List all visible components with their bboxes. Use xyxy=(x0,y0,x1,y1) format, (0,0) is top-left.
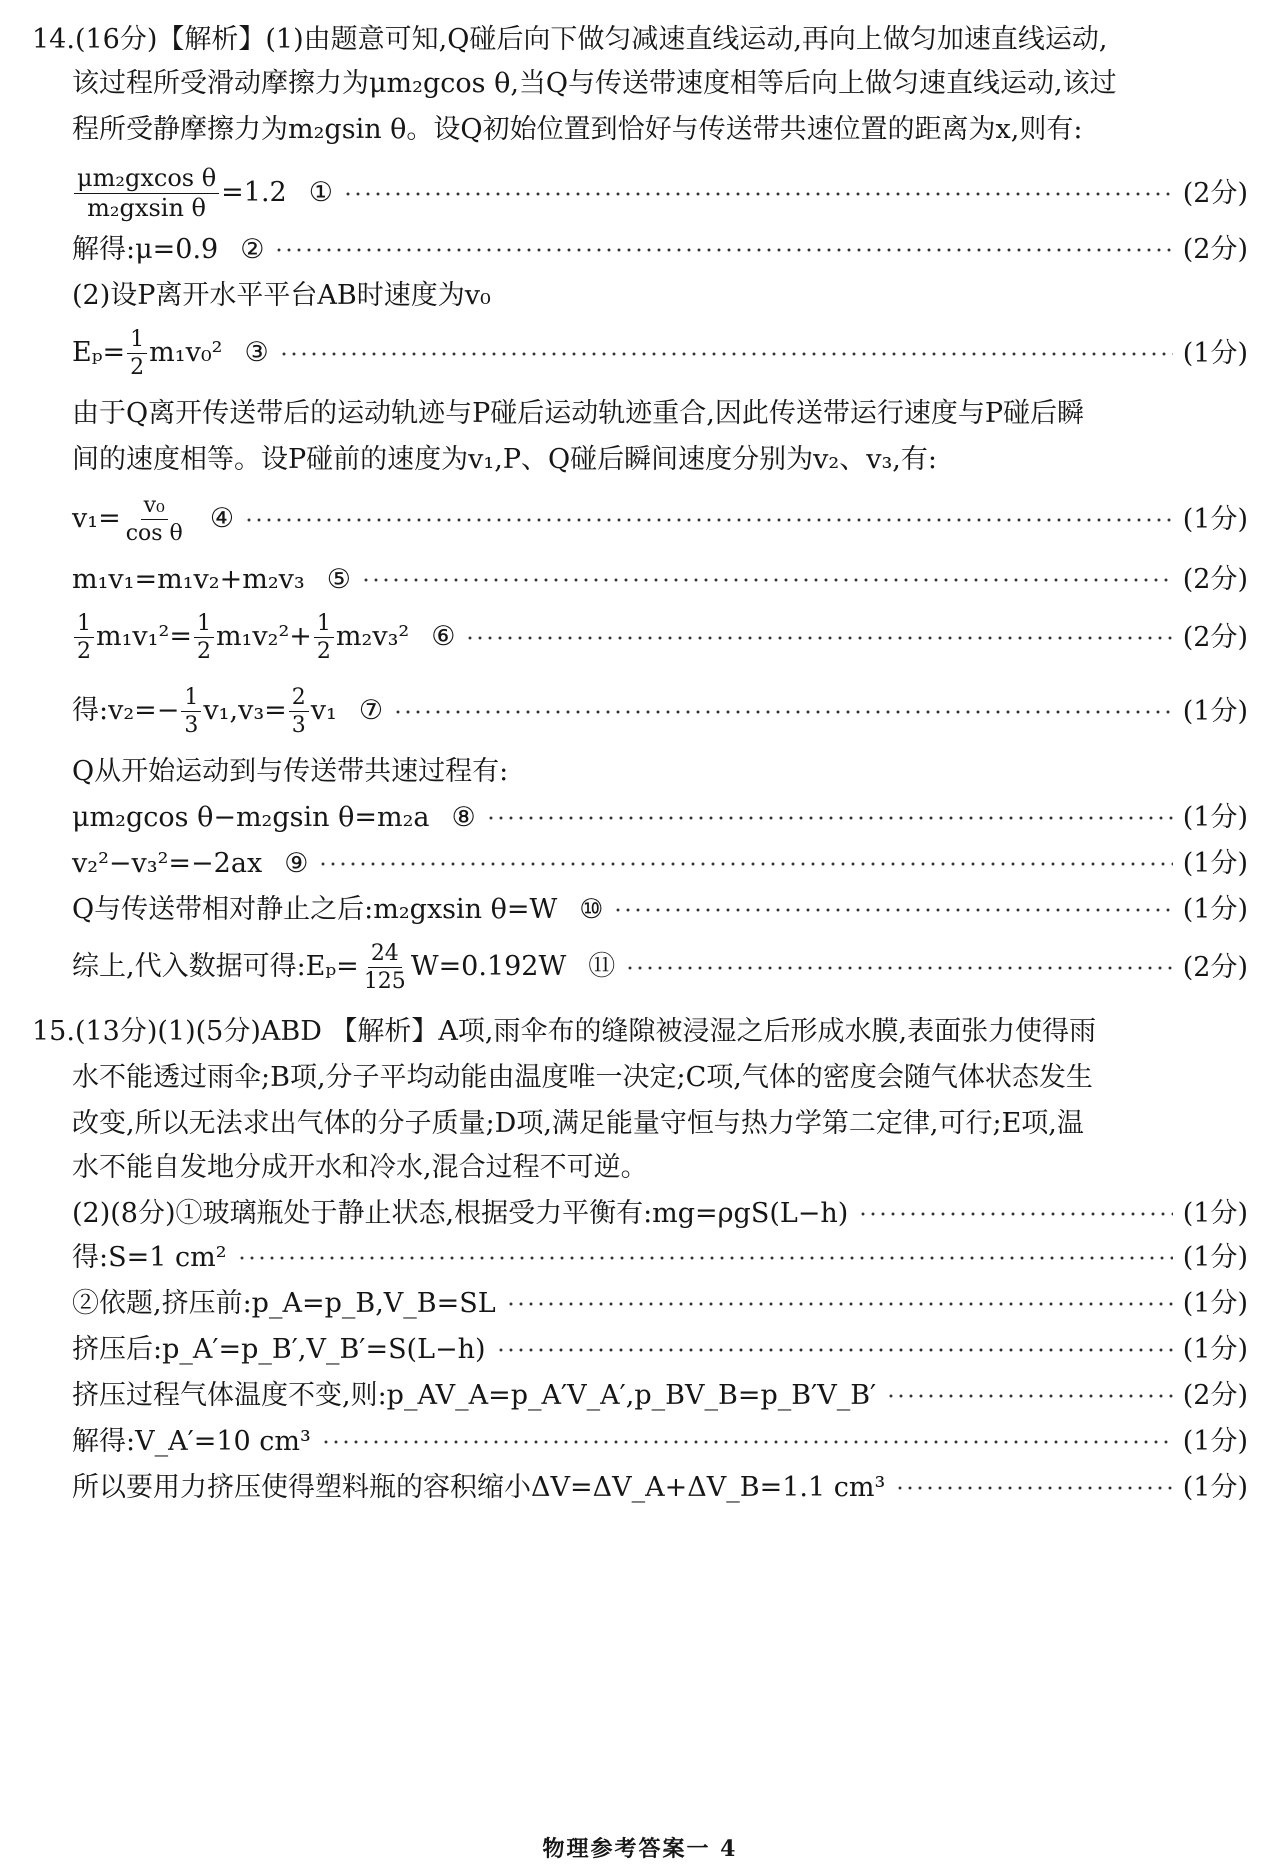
q15-row xyxy=(72,1244,1248,1271)
eq11-rhs: W=0.192W xyxy=(410,951,567,983)
eq3-rhs: m₁v₀² xyxy=(149,337,223,369)
eq7-tag: ⑦ xyxy=(358,695,384,727)
q15-row-points: (2分) xyxy=(1182,1380,1248,1411)
eq10-points: (1分) xyxy=(1182,894,1248,925)
q14-eq6 xyxy=(72,612,1248,663)
eq3-tag: ③ xyxy=(244,337,269,369)
q14-eq10 xyxy=(72,896,1248,923)
q14-para2-line-1: 由于Q离开传送带后的运动轨迹与P碰后运动轨迹重合,因此传送带运行速度与P碰后瞬 xyxy=(72,398,1085,429)
dot-leader xyxy=(858,1212,1172,1216)
eq9-points: (1分) xyxy=(1182,848,1248,879)
q14-eq3 xyxy=(72,328,1248,379)
dot-leader xyxy=(393,710,1173,714)
eq5-points: (2分) xyxy=(1182,564,1248,595)
q15-row-points: (1分) xyxy=(1182,1426,1248,1457)
eq6-frac-3 xyxy=(314,612,334,663)
q14-intro-line-2: 该过程所受滑动摩擦力为μm₂gcos θ,当Q与传送带速度相等后向上做匀速直线运动,该过 xyxy=(72,68,1117,99)
eq7-frac-2 xyxy=(289,686,309,737)
eq6-term-3: m₂v₃² xyxy=(335,621,410,653)
eq4-den: cos θ xyxy=(125,521,183,547)
q15-row xyxy=(72,1290,1248,1317)
q15-row-points: (1分) xyxy=(1182,1472,1248,1503)
q14-eq4 xyxy=(72,494,1248,545)
eq11-points: (2分) xyxy=(1182,952,1248,984)
eq6-term-1: m₁v₁²= xyxy=(96,621,192,653)
eq1-rhs: =1.2 xyxy=(221,177,287,209)
eq7-frac-1 xyxy=(181,686,201,737)
eq6-frac1-den: 2 xyxy=(77,639,91,665)
eq3-num: 1 xyxy=(127,328,147,354)
eq6-frac3-num: 1 xyxy=(314,612,334,638)
q15-intro-line-4: 水不能自发地分成开水和冷水,混合过程不可逆。 xyxy=(72,1152,648,1183)
dot-leader xyxy=(244,518,1173,522)
eq6-frac-1 xyxy=(74,612,94,663)
eq7-frac1-num: 1 xyxy=(181,686,201,712)
q15-row-points: (1分) xyxy=(1182,1334,1248,1365)
eq6-tag: ⑥ xyxy=(431,621,456,653)
q14-eq7 xyxy=(72,686,1248,737)
q15-row-text: 解得:V_A′=10 cm³ xyxy=(72,1426,311,1457)
q14-eq1 xyxy=(72,166,1248,221)
q14-intro-line-1: 14.(16分)【解析】(1)由题意可知,Q碰后向下做匀减速直线运动,再向上做匀加速直线运动, xyxy=(32,24,1108,55)
dot-leader xyxy=(895,1486,1172,1490)
eq6-term-2: m₁v₂²+ xyxy=(215,621,312,653)
page-footer: 物理参考答案一 4 xyxy=(542,1836,738,1862)
q14-eq2 xyxy=(72,236,1248,263)
eq9-text: v₂²−v₃²=−2ax xyxy=(72,848,263,879)
q15-intro-line-2: 水不能透过雨伞;B项,分子平均动能由温度唯一决定;C项,气体的密度会随气体状态发生 xyxy=(72,1062,1093,1093)
q15-row-points: (1分) xyxy=(1182,1288,1248,1319)
q15-row xyxy=(72,1474,1248,1501)
eq7-lhs: 得:v₂=− xyxy=(72,695,180,727)
dot-leader xyxy=(279,352,1173,356)
q14-eq5 xyxy=(72,566,1248,593)
eq1-points: (2分) xyxy=(1182,178,1248,210)
eq7-frac2-num: 2 xyxy=(289,686,309,712)
q15-row xyxy=(72,1336,1248,1363)
eq6-points: (2分) xyxy=(1182,622,1248,654)
dot-leader xyxy=(361,578,1173,582)
q15-row-text: (2)(8分)①玻璃瓶处于静止状态,根据受力平衡有:mg=ρgS(L−h) xyxy=(72,1198,849,1229)
dot-leader xyxy=(496,1348,1173,1352)
eq8-tag: ⑧ xyxy=(451,802,476,833)
eq4-fraction xyxy=(123,494,186,545)
q14-eq11 xyxy=(72,942,1248,993)
eq2-points: (2分) xyxy=(1182,234,1248,265)
q15-intro-line-3: 改变,所以无法求出气体的分子质量;D项,满足能量守恒与热力学第二定律,可行;E项,温 xyxy=(72,1108,1084,1139)
dot-leader xyxy=(506,1302,1173,1306)
eq11-lhs: 综上,代入数据可得:Eₚ= xyxy=(72,951,359,983)
dot-leader xyxy=(343,192,1173,196)
eq10-text: Q与传送带相对静止之后:m₂gxsin θ=W xyxy=(72,894,558,925)
q14-para3: Q从开始运动到与传送带共速过程有: xyxy=(72,756,509,787)
eq3-den: 2 xyxy=(130,355,145,381)
q15-row-text: 挤压后:p_A′=p_B′,V_B′=S(L−h) xyxy=(72,1334,486,1365)
eq5-tag: ⑤ xyxy=(326,564,351,595)
dot-leader xyxy=(486,816,1173,820)
q15-row-text: 得:S=1 cm² xyxy=(72,1242,227,1273)
eq3-points: (1分) xyxy=(1182,338,1248,370)
eq6-frac1-num: 1 xyxy=(74,612,94,638)
q14-intro-line-3: 程所受静摩擦力为m₂gsin θ。设Q初始位置到恰好与传送带共速位置的距离为x,则有: xyxy=(72,114,1083,145)
dot-leader xyxy=(237,1256,1173,1260)
q14-para2-line-2: 间的速度相等。设P碰前的速度为v₁,P、Q碰后瞬间速度分别为v₂、v₃,有: xyxy=(72,444,937,475)
dot-leader xyxy=(321,1440,1173,1444)
q15-row-text: 所以要用力挤压使得塑料瓶的容积缩小ΔV=ΔV_A+ΔV_B=1.1 cm³ xyxy=(72,1472,886,1503)
dot-leader xyxy=(625,966,1173,970)
eq1-tag: ① xyxy=(308,177,333,209)
eq2-tag: ② xyxy=(240,234,265,265)
eq7-mid: v₁,v₃= xyxy=(203,695,287,727)
eq8-points: (1分) xyxy=(1182,802,1248,833)
q15-row xyxy=(72,1382,1248,1409)
eq7-rhs: v₁ xyxy=(310,695,337,727)
eq1-fraction xyxy=(74,166,219,221)
eq4-num: v₀ xyxy=(141,494,168,520)
eq6-frac2-num: 1 xyxy=(194,612,214,638)
eq1-denominator: m₂gxsin θ xyxy=(87,194,206,223)
eq11-fraction xyxy=(361,942,409,993)
q15-row xyxy=(72,1428,1248,1455)
q15-row-points: (1分) xyxy=(1182,1198,1248,1229)
q15-intro-line-1: 15.(13分)(1)(5分)ABD 【解析】A项,雨伞布的缝隙被浸湿之后形成水膜,表面张力使得雨 xyxy=(32,1016,1097,1047)
dot-leader xyxy=(465,636,1172,640)
dot-leader xyxy=(613,908,1172,912)
q14-eq9 xyxy=(72,850,1248,877)
eq10-tag: ⑩ xyxy=(579,894,604,925)
dot-leader xyxy=(274,248,1172,252)
dot-leader xyxy=(318,862,1172,866)
eq7-frac2-den: 3 xyxy=(291,713,306,739)
eq1-numerator: μm₂gxcos θ xyxy=(74,166,219,194)
eq3-lhs: Eₚ= xyxy=(72,337,126,369)
eq8-text: μm₂gcos θ−m₂gsin θ=m₂a xyxy=(72,802,430,833)
q15-row-text: ②依题,挤压前:p_A=p_B,V_B=SL xyxy=(72,1288,496,1319)
eq5-text: m₁v₁=m₁v₂+m₂v₃ xyxy=(72,564,305,595)
eq6-frac2-den: 2 xyxy=(196,639,211,665)
eq4-points: (1分) xyxy=(1182,504,1248,536)
q14-part2-title: (2)设P离开水平平台AB时速度为v₀ xyxy=(72,280,491,311)
q15-row-points: (1分) xyxy=(1182,1242,1248,1273)
eq2-text: 解得:μ=0.9 xyxy=(72,234,219,265)
eq6-frac-2 xyxy=(194,612,214,663)
eq4-lhs: v₁= xyxy=(72,503,121,535)
eq11-tag: ⑪ xyxy=(588,951,616,983)
eq9-tag: ⑨ xyxy=(284,848,309,879)
eq11-num: 24 xyxy=(368,942,402,968)
q15-row-text: 挤压过程气体温度不变,则:p_AV_A=p_A′V_A′,p_BV_B=p_B′V_B′ xyxy=(72,1380,877,1411)
q15-row xyxy=(72,1200,1248,1227)
q14-eq8 xyxy=(72,804,1248,831)
eq4-tag: ④ xyxy=(209,503,235,535)
eq3-fraction xyxy=(127,328,147,379)
eq7-points: (1分) xyxy=(1182,696,1248,728)
eq11-den: 125 xyxy=(363,969,406,995)
dot-leader xyxy=(886,1394,1173,1398)
eq7-frac1-den: 3 xyxy=(184,713,199,739)
eq6-frac3-den: 2 xyxy=(316,639,331,665)
